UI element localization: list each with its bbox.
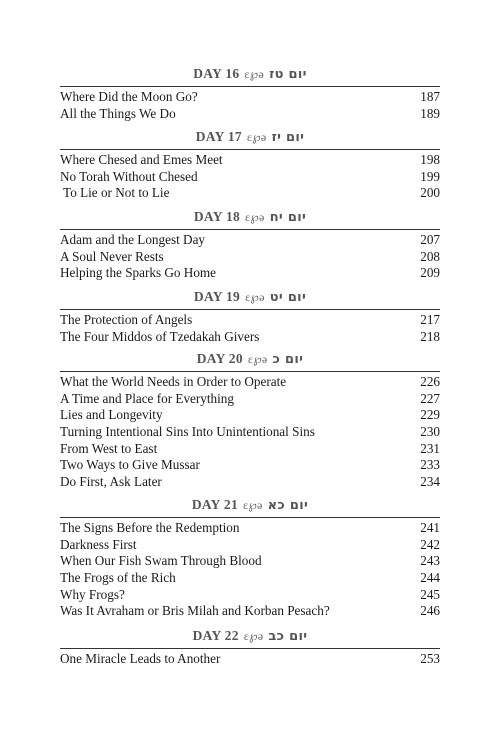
page-number: 198 [420,152,440,167]
page-number: 243 [420,553,440,569]
ornament-icon: ε℘ə [245,209,265,224]
ornament-icon: ε℘ə [244,66,265,81]
day-section [60,126,440,202]
toc-entry[interactable] [60,587,440,604]
day-heading [60,625,440,647]
toc-entry[interactable] [60,424,440,441]
day-section [60,348,440,491]
ornament-icon: ε℘ə [246,129,267,144]
page-number: 189 [420,105,440,121]
toc-entry[interactable] [60,407,440,424]
toc-entry[interactable] [60,89,440,106]
toc-entry[interactable] [60,474,440,491]
toc-entry[interactable] [60,651,440,668]
page-number: 209 [420,265,440,281]
entry-title: Adam and the Longest Day [60,232,206,247]
toc-entry[interactable] [60,169,440,186]
day-label-english: DAY 16 [193,66,240,81]
toc-entry[interactable] [60,391,440,408]
page-number: 241 [420,520,440,535]
entry-title: The Four Middos of Tzedakah Givers [60,328,260,344]
toc-entry[interactable] [60,152,440,169]
entry-title: Do First, Ask Later [60,474,162,490]
toc-entry[interactable] [60,553,440,570]
page-number: 187 [420,89,440,104]
entry-title: A Time and Place for Everything [60,390,234,406]
day-label-hebrew: יום יח [269,209,307,225]
day-section [60,625,440,668]
page-number: 200 [420,185,440,201]
section-divider [60,149,440,150]
section-divider [60,309,440,310]
section-divider [60,229,440,230]
page-number: 207 [420,232,440,247]
entry-title: Turning Intentional Sins Into Unintentional Sins [60,424,315,440]
day-heading [60,494,440,516]
page-number: 253 [420,651,440,666]
ornament-icon: ε℘ə [243,497,263,512]
entry-title: A Soul Never Rests [60,248,164,264]
day-heading [60,286,440,308]
section-divider [60,86,440,87]
toc-entry[interactable] [60,249,440,266]
day-section [60,206,440,282]
entry-title: Darkness First [60,536,137,552]
entry-title: Where Did the Moon Go? [60,89,198,104]
toc-entry[interactable] [60,312,440,329]
page-number: 208 [420,248,440,264]
day-section [60,63,440,122]
toc-entry[interactable] [60,441,440,458]
toc-entry[interactable] [60,374,440,391]
entry-title: All the Things We Do [60,105,176,121]
day-label-english: DAY 19 [193,289,241,304]
section-divider [60,517,440,518]
section-divider [60,371,440,372]
day-label-hebrew: יום יז [271,129,305,145]
page-number: 199 [420,168,440,184]
day-label-english: DAY 21 [191,497,239,512]
page-number: 234 [420,474,440,490]
page-number: 226 [420,374,440,389]
day-heading [60,206,440,228]
entry-title: The Signs Before the Redemption [60,520,240,535]
entry-title: Was It Avraham or Bris Milah and Korban Pesach? [60,603,330,619]
entry-title: No Torah Without Chesed [60,168,198,184]
entry-title: To Lie or Not to Lie [60,185,170,201]
page-number: 217 [420,312,440,327]
section-divider [60,648,440,649]
day-label-hebrew: יום טז [269,66,307,82]
ornament-icon: ε℘ə [247,351,268,366]
entry-title: One Miracle Leads to Another [60,651,221,666]
entry-title: Why Frogs? [60,586,125,602]
toc-entry[interactable] [60,106,440,123]
day-label-hebrew: יום כב [268,628,308,644]
day-label-hebrew: יום כ [272,351,304,367]
toc-entry[interactable] [60,185,440,202]
ornament-icon: ε℘ə [245,289,265,304]
day-section [60,494,440,620]
entry-title: Lies and Longevity [60,407,163,423]
day-label-english: DAY 17 [195,129,242,144]
ornament-icon: ε℘ə [243,628,264,643]
page-number: 233 [420,457,440,473]
day-label-english: DAY 20 [196,351,243,366]
day-heading [60,348,440,370]
page-number: 244 [420,570,440,586]
day-label-english: DAY 22 [192,628,239,643]
page-number: 245 [420,586,440,602]
day-label-hebrew: יום יט [269,289,307,305]
page-number: 246 [420,603,440,619]
entry-title: Helping the Sparks Go Home [60,265,217,281]
page-number: 229 [420,407,440,423]
toc-entry[interactable] [60,232,440,249]
day-section [60,286,440,345]
toc-entry[interactable] [60,457,440,474]
entry-title: The Frogs of the Rich [60,570,176,586]
entry-title: From West to East [60,440,158,456]
entry-title: The Protection of Angels [60,312,193,327]
day-heading [60,126,440,148]
page-number: 242 [420,536,440,552]
toc-entry[interactable] [60,537,440,554]
day-heading [60,63,440,85]
page-number: 218 [420,328,440,344]
entry-title: What the World Needs in Order to Operate [60,374,287,389]
toc-entry[interactable] [60,329,440,346]
toc-entry[interactable] [60,520,440,537]
page-number: 227 [420,390,440,406]
toc-entry[interactable] [60,603,440,620]
page-number: 230 [420,424,440,440]
day-label-english: DAY 18 [193,209,241,224]
entry-title: When Our Fish Swam Through Blood [60,553,262,569]
toc-entry[interactable] [60,265,440,282]
page-number: 231 [420,440,440,456]
toc-entry[interactable] [60,570,440,587]
day-label-hebrew: יום כא [267,497,309,513]
entry-title: Where Chesed and Emes Meet [60,152,223,167]
entry-title: Two Ways to Give Mussar [60,457,200,473]
